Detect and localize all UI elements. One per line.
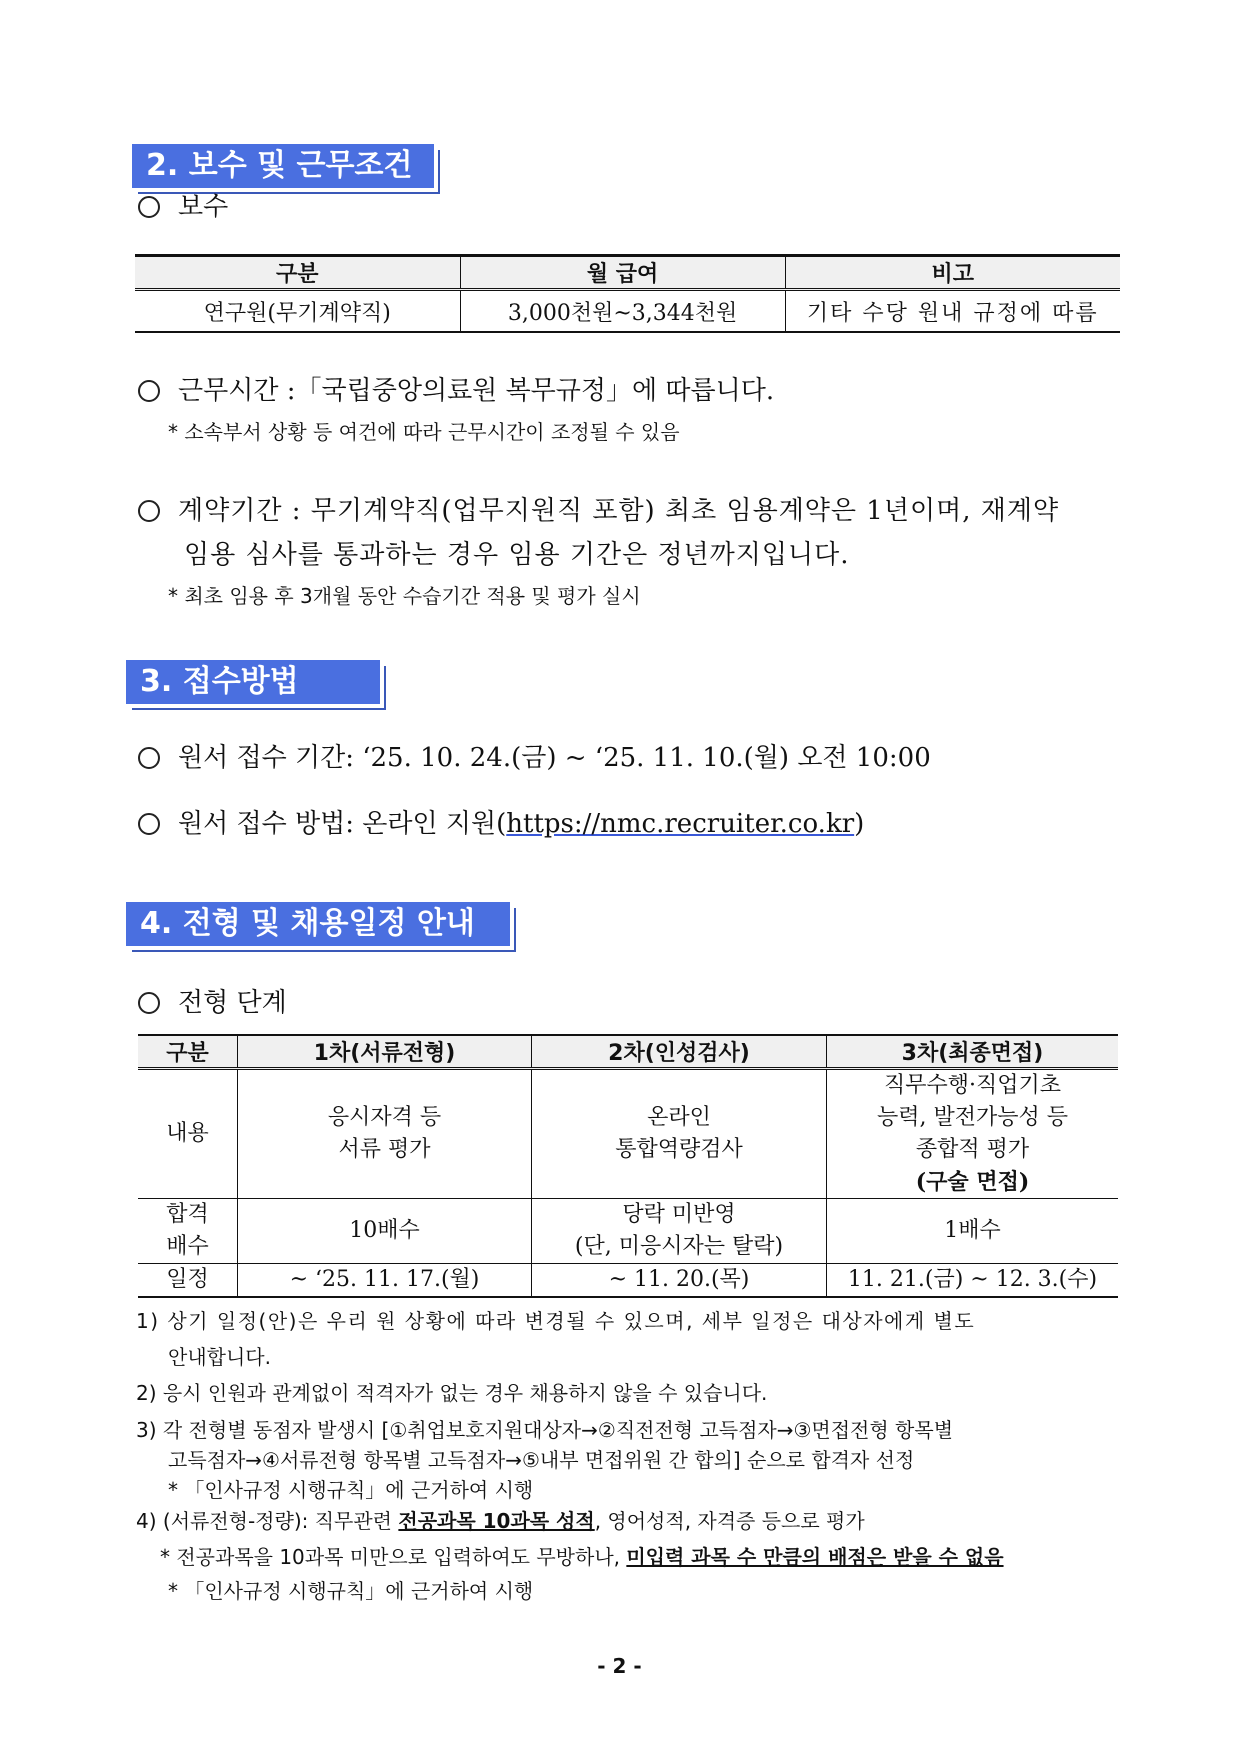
circle-bullet-icon: [138, 747, 160, 769]
section-4-title: 4. 전형 및 채용일정 안내: [126, 902, 510, 946]
note-4: [136, 1506, 865, 1536]
contract-text-line2: 임용 심사를 통과하는 경우 임용 기간은 정년까지입니다.: [184, 540, 850, 570]
schedule-stage-2: ~ 11. 20.(목): [532, 1264, 827, 1298]
table-row: [135, 290, 1120, 333]
contract-period: [138, 494, 1059, 528]
recruiter-link[interactable]: https://nmc.recruiter.co.kr: [506, 809, 855, 839]
pay-cell-remarks: 기타 수당 원내 규정에 따름: [785, 290, 1120, 333]
note-1-line2: 안내합니다.: [168, 1345, 271, 1369]
application-period-text: 원서 접수 기간: ‘25. 10. 24.(금) ~ ‘25. 11. 10.(월) 오전 10:00: [178, 743, 931, 773]
application-period: [138, 741, 931, 775]
pay-header-category: 구분: [135, 256, 460, 290]
note-4-suffix: , 영어성적, 자격증 등으로 평가: [594, 1509, 865, 1533]
pay-table: [135, 254, 1120, 333]
pay-header-remarks: 비고: [785, 256, 1120, 290]
note-3-line2: 고득점자→④서류전형 항목별 고득점자→⑤내부 면접위원 간 합의] 순으로 합격자 선정: [168, 1448, 915, 1472]
note-4-sub2: * 「인사규정 시행규칙」에 근거하여 시행: [168, 1579, 534, 1603]
content-stage-3: [827, 1069, 1119, 1199]
application-method-suffix: ): [854, 809, 865, 839]
work-hours-note: * 소속부서 상황 등 여건에 따라 근무시간이 조정될 수 있음: [168, 420, 680, 444]
pay-cell-salary: 3,000천원~3,344천원: [460, 290, 785, 333]
content-3-line1: 직무수행·직업기초: [883, 1073, 1061, 1098]
circle-bullet-icon: [138, 813, 160, 835]
note-1-line1: 1) 상기 일정(안)은 우리 원 상황에 따라 변경될 수 있으며, 세부 일정은 대상자에게 별도: [136, 1309, 976, 1333]
schedule-table: [138, 1034, 1118, 1298]
pass-2-line1: 당락 미반영: [622, 1202, 736, 1227]
note-4-sub-prefix: * 전공과목을 10과목 미만으로 입력하여도 무방하나,: [160, 1545, 627, 1569]
schedule-table-header: [138, 1035, 1118, 1069]
circle-bullet-icon: [138, 500, 160, 522]
section-2-title: 2. 보수 및 근무조건: [132, 144, 434, 188]
pass-2-line2: (단, 미응시자는 탈락): [574, 1234, 784, 1259]
header-stage-1: 1차(서류전형): [238, 1035, 532, 1069]
schedule-stage-3: 11. 21.(금) ~ 12. 3.(수): [827, 1264, 1119, 1298]
content-3-bold: (구술 면접): [915, 1169, 1030, 1195]
table-row: [138, 1199, 1118, 1264]
stage-heading: [138, 986, 287, 1020]
pass-label: [138, 1199, 238, 1264]
content-2-line2: 통합역량검사: [615, 1137, 743, 1162]
circle-bullet-icon: [138, 196, 160, 218]
table-row: [138, 1264, 1118, 1298]
contract-text-line1: 계약기간 : 무기계약직(업무지원직 포함) 최초 임용계약은 1년이며, 재계약: [178, 496, 1060, 526]
stage-label: 전형 단계: [178, 988, 287, 1018]
content-3-line3: 종합적 평가: [915, 1137, 1030, 1162]
work-hours-text: 근무시간 :「국립중앙의료원 복무규정」에 따릅니다.: [178, 376, 775, 406]
note-3-line1: 3) 각 전형별 동점자 발생시 [①취업보호지원대상자→②직전전형 고득점자→③면접전형 항목별: [136, 1418, 954, 1442]
work-hours: [138, 374, 774, 408]
note-4-bold: 전공과목 10과목 성적: [398, 1509, 595, 1533]
contract-note: * 최초 임용 후 3개월 동안 수습기간 적용 및 평가 실시: [168, 584, 641, 608]
note-4-sub-bold: 미입력 과목 수 만큼의 배점은 받을 수 없음: [626, 1545, 1004, 1569]
section-3-title: 3. 접수방법: [126, 660, 380, 704]
content-1-line1: 응시자격 등: [327, 1105, 442, 1130]
content-label: 내용: [166, 1121, 209, 1146]
note-2: 2) 응시 인원과 관계없이 적격자가 없는 경우 채용하지 않을 수 있습니다.: [136, 1381, 768, 1405]
note-3-sub: * 「인사규정 시행규칙」에 근거하여 시행: [168, 1478, 534, 1502]
table-row: [138, 1069, 1118, 1199]
content-stage-2: [532, 1069, 827, 1199]
content-1-line2: 서류 평가: [338, 1137, 431, 1162]
content-2-line1: 온라인: [647, 1105, 711, 1130]
pass-label-line2: 배수: [166, 1234, 209, 1259]
note-4-sub: [160, 1542, 1004, 1572]
content-stage-1: [238, 1069, 532, 1199]
pay-table-header: [135, 256, 1120, 290]
pass-label-line1: 합격: [166, 1202, 209, 1227]
pay-label: 보수: [178, 192, 229, 222]
schedule-label: 일정: [138, 1264, 238, 1298]
pass-stage-1: 10배수: [238, 1199, 532, 1264]
schedule-stage-1: ~ ‘25. 11. 17.(월): [238, 1264, 532, 1298]
pay-cell-position: 연구원(무기계약직): [203, 300, 391, 326]
header-stage-2: 2차(인성검사): [532, 1035, 827, 1069]
header-stage-3: 3차(최종면접): [827, 1035, 1119, 1069]
circle-bullet-icon: [138, 992, 160, 1014]
application-method-prefix: 원서 접수 방법: 온라인 지원(: [178, 809, 507, 839]
header-category: 구분: [138, 1035, 238, 1069]
content-3-line2: 능력, 발전가능성 등: [877, 1105, 1068, 1130]
note-4-prefix: 4) (서류전형-정량): 직무관련: [136, 1509, 399, 1533]
pass-stage-3: 1배수: [827, 1199, 1119, 1264]
pay-heading: [138, 190, 228, 224]
pay-header-salary: 월 급여: [460, 256, 785, 290]
circle-bullet-icon: [138, 380, 160, 402]
application-method: [138, 807, 864, 841]
page-number: - 2 -: [597, 1654, 642, 1678]
pass-stage-2: [532, 1199, 827, 1264]
